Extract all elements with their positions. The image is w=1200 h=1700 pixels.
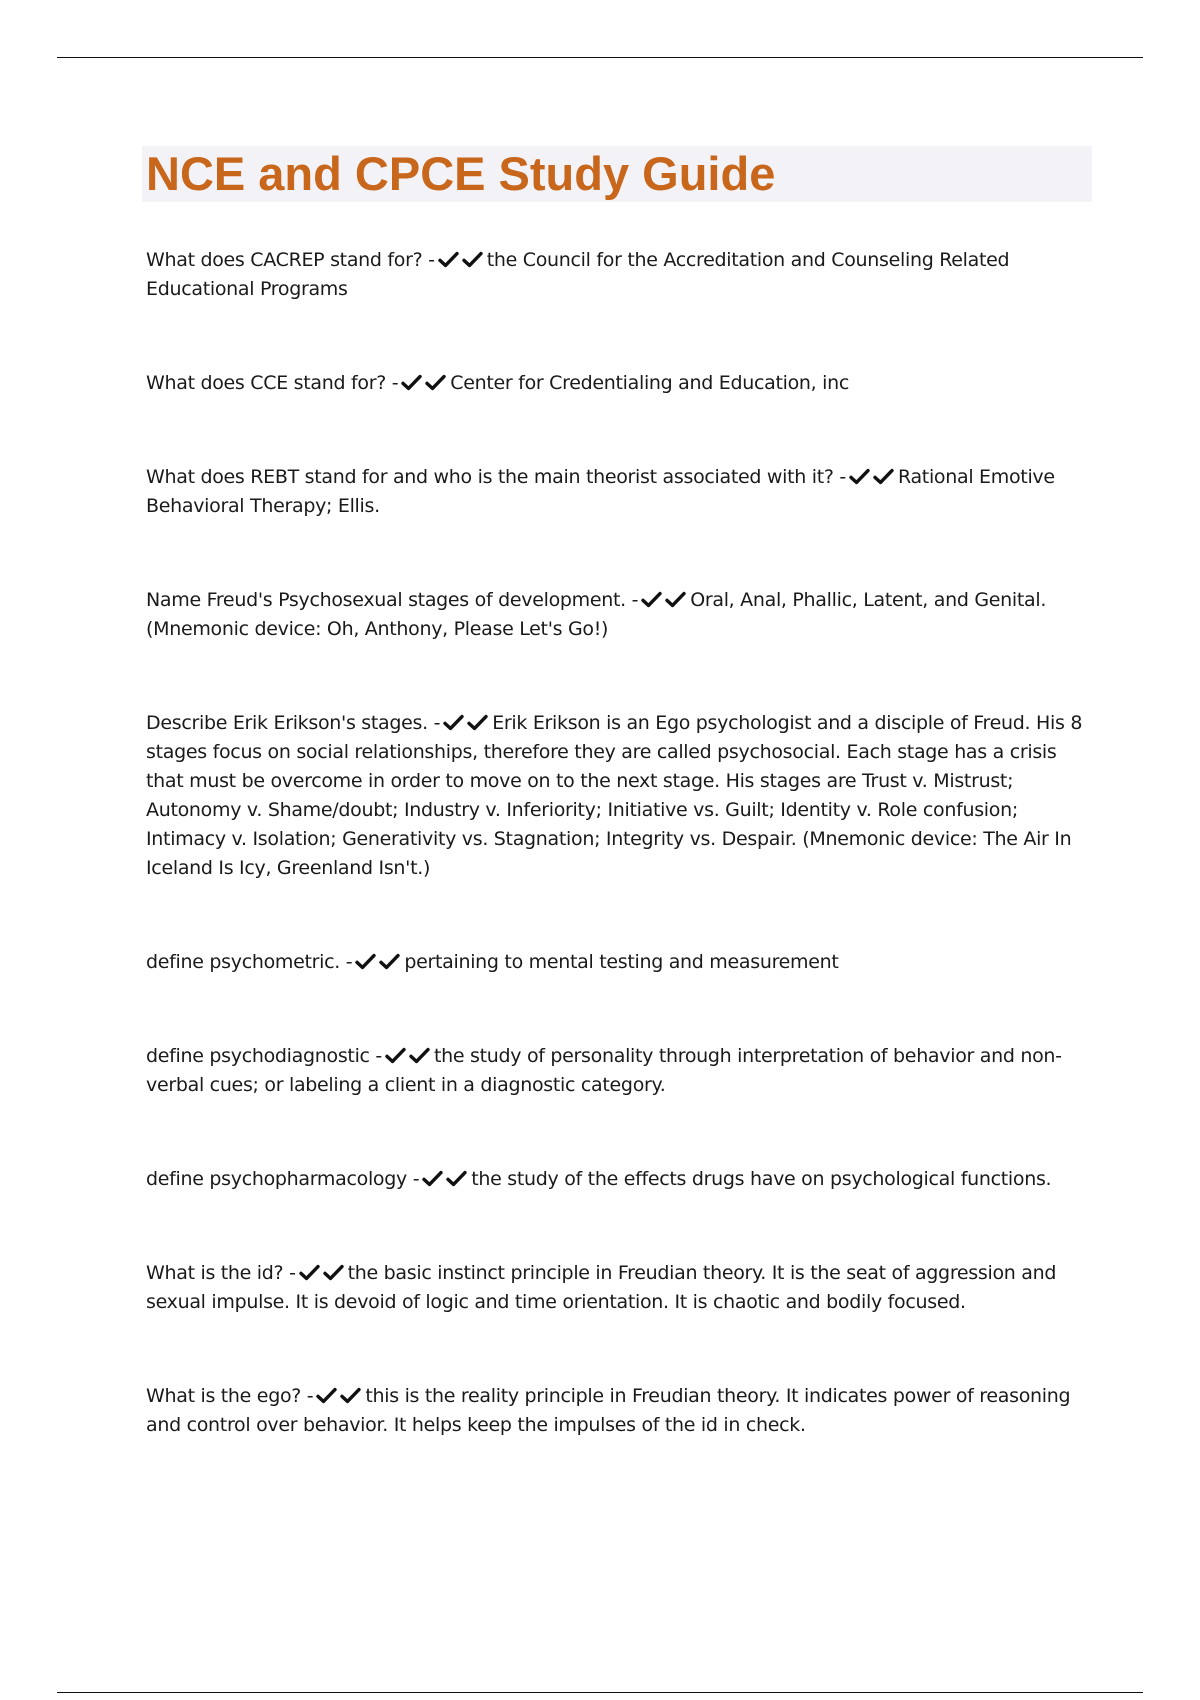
checkmark-icon — [299, 1262, 320, 1284]
qa-item — [146, 586, 1086, 644]
page-title: NCE and CPCE Study Guide — [146, 147, 776, 200]
checkmark-icon — [849, 466, 870, 488]
question-text: define psychometric. - — [146, 951, 353, 973]
qa-item — [146, 1382, 1086, 1440]
question-text: What does CACREP stand for? - — [146, 249, 435, 271]
checkmark-icon — [443, 712, 464, 734]
qa-item — [146, 1259, 1086, 1317]
checkmark-icon — [422, 1168, 443, 1190]
checkmark-icon — [438, 249, 459, 271]
checkmark-icon — [323, 1262, 344, 1284]
qa-item — [146, 1165, 1086, 1194]
answer-text: the study of personality through interpretation of behavior and non-verbal cues; or labeling a client in a diagnostic category. — [146, 1045, 1062, 1096]
qa-item — [146, 369, 1086, 398]
checkmark-icon — [873, 466, 894, 488]
answer-text: pertaining to mental testing and measurement — [404, 951, 839, 973]
question-text: define psychopharmacology - — [146, 1168, 420, 1190]
question-text: What is the id? - — [146, 1262, 296, 1284]
answer-text: the basic instinct principle in Freudian theory. It is the seat of aggression and sexual impulse. It is devoid of logic and time orientation. It is chaotic and bodily focused. — [146, 1262, 1057, 1313]
checkmark-icon — [462, 249, 483, 271]
top-rule — [57, 57, 1143, 58]
bottom-rule — [57, 1692, 1143, 1693]
answer-text: this is the reality principle in Freudian theory. It indicates power of reasoning and control over behavior. It helps keep the impulses of the id in check. — [146, 1385, 1071, 1436]
question-text: What does REBT stand for and who is the main theorist associated with it? - — [146, 466, 846, 488]
qa-item — [146, 463, 1086, 521]
checkmark-icon — [385, 1045, 406, 1067]
answer-text: the study of the effects drugs have on psychological functions. — [471, 1168, 1052, 1190]
checkmark-icon — [379, 951, 400, 973]
answer-text: the Council for the Accreditation and Counseling Related Educational Programs — [146, 249, 1010, 300]
checkmark-icon — [641, 589, 662, 611]
question-text: define psychodiagnostic - — [146, 1045, 382, 1067]
checkmark-icon — [665, 589, 686, 611]
question-text: Describe Erik Erikson's stages. - — [146, 712, 441, 734]
checkmark-icon — [355, 951, 376, 973]
checkmark-icon — [446, 1168, 467, 1190]
question-text: Name Freud's Psychosexual stages of development. - — [146, 589, 639, 611]
checkmark-icon — [409, 1045, 430, 1067]
qa-item — [146, 709, 1086, 883]
checkmark-icon — [425, 372, 446, 394]
checkmark-icon — [340, 1385, 361, 1407]
question-text: What does CCE stand for? - — [146, 372, 399, 394]
qa-item — [146, 948, 1086, 977]
checkmark-icon — [401, 372, 422, 394]
qa-item — [146, 1042, 1086, 1100]
answer-text: Center for Credentialing and Education, inc — [450, 372, 849, 394]
checkmark-icon — [316, 1385, 337, 1407]
qa-list — [146, 246, 1086, 1440]
answer-text: Rational Emotive Behavioral Therapy; Ellis. — [146, 466, 1055, 517]
answer-text: Oral, Anal, Phallic, Latent, and Genital. (Mnemonic device: Oh, Anthony, Please Let's Go!) — [146, 589, 1047, 640]
answer-text: Erik Erikson is an Ego psychologist and a disciple of Freud. His 8 stages focus on social relationships, therefore they are called psychosocial. Each stage has a crisis that must be overcome in order to move on to the next stage. His stages are Trust v. Mistrust; Autonomy v. Shame/doubt; Industry v. Inferiority; Initiative vs. Guilt; Identity v. Role confusion; Intimacy v. Isolation; Generativity vs. Stagnation; Integrity vs. Despair. (Mnemonic device: The Air In Iceland Is Icy, Greenland Isn't.) — [146, 712, 1083, 879]
checkmark-icon — [467, 712, 488, 734]
question-text: What is the ego? - — [146, 1385, 314, 1407]
qa-item — [146, 246, 1086, 304]
